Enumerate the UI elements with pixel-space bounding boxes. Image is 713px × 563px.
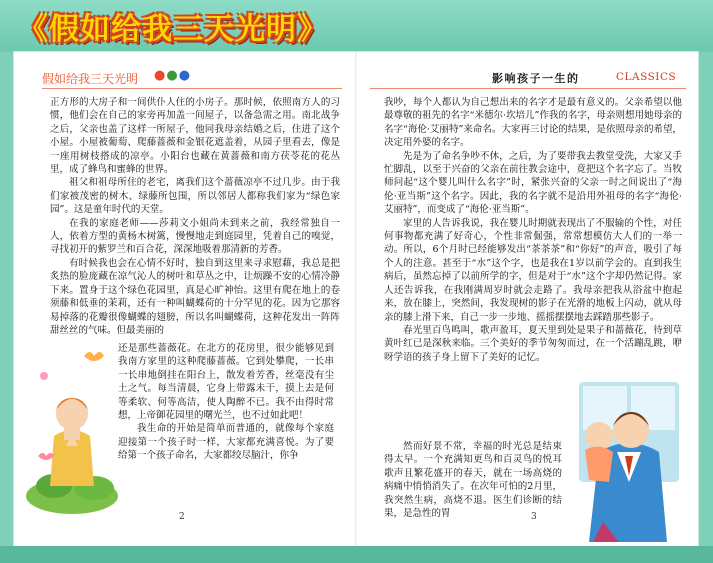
paragraph: 我吵，每个人都认为自己想出来的名字才是最有意义的。父亲希望以他最尊敬的祖先的名字“米德尔·坎培儿”作我的名字，母亲则想用她母亲的名字“海伦·艾丽特”来命名。大家再三讨论的结果，是依照母亲的希望，决定用外婆的名字。 [384,97,682,149]
right-page-header: 影响孩子一生的 [492,72,580,85]
paragraph: 有时候我也会在心情不好时，独自到这里来寻求慰藉，我总是把炙热的脸庞藏在凉气沁人的树叶和草丛之中，让烦躁不安的心情冷静下来。置身于这个绿色花园里，真是心旷神怡。这里有爬在地上的卷须藤和低垂的茉莉，还有一种叫蝴蝶荷的十分罕见的花。因为它那容易掉落的花瓣很像蝴蝶的翅膀，所以名叫蝴蝶荷，这种花发出一阵阵甜丝丝的气味。但最美丽的 [50,257,340,336]
girl-praying-illustration [24,336,120,516]
paragraph: 祖父和祖母所住的老宅，离我们这个蔷薇凉亭不过几步。由于我们家被茂密的树木、绿藤所包围，所以邻居人都称我们家为“绿色家园”。这是童年时代的天堂。 [50,177,340,216]
paragraph: 在我的家庭老师——莎莉文小姐尚未到来之前，我经常独自一人，依着方型的黄杨木树篱，慢慢地走到庭园里，凭着自己的嗅觉，寻找初开的紫罗兰和百合花，深深地吸着那清新的芳香。 [50,217,340,256]
paragraph: 然而好景不常，幸福的时光总是结束得太早。一个充满知更鸟和百灵鸟的悦耳歌声且繁花盛开的春天，就在一场高烧的病痛中悄悄消失了。在次年可怕的2月里，我突然生病，高烧不退。医生们诊断的结果，是急性的胃 [384,441,562,520]
left-page-body-lower [118,342,334,463]
paragraph: 正方形的大房子和一间供仆人住的小房子。那时候，依照南方人的习惯，他们会在自己的家旁再加盖一间屋子，以备急需之用。南北战争之后，父亲也盖了这样一所屋子，他同我母亲结婚之后，住进了这个小屋。小屋被葡萄、爬藤蔷薇和金银花遮盖着，从园子里看去，像是一座用树枝搭成的凉亭。小阳台也藏在黄蔷薇和南方茯苓花的花丛里，成了蜂鸟和蜜蜂的世界。 [50,97,340,176]
right-page-body [384,96,682,364]
book-gutter [355,52,357,546]
right-header-rule [370,88,686,89]
left-header-rule [42,88,342,89]
left-page-header: 假如给我三天光明 [42,72,139,86]
paragraph: 家里的人告诉我说，我在婴儿时期就表现出了不服输的个性，对任何事物都充满了好奇心，个性非常倔强，常常想模仿大人们的一举一动。所以，6个月时已经能够发出“茶茶茶”和“你好”的声音，吸引了每个人的注意。甚至于“水”这个字，也是我在1岁以前学会的。直到我生病后，虽然忘掉了以前所学的字，但是对于“水”这个字却仍然记得。家人还告诉我，在我刚满周岁时就会走路了。我母亲把我从浴盆中抱起来，放在膝上，突然间，我发现树的影子在光滑的地板上闪动，就从母亲的膝上滑下来，自己一步一步地、摇摇摆摆地去踩踏那些影子。 [384,217,682,323]
father-holding-baby-illustration [559,372,694,542]
right-page-body-lower [384,440,562,520]
paragraph: 还是那些蔷薇花。在北方的花房里，很少能够见到我南方家里的这种爬藤蔷薇。它到处攀爬，一长串一长串地倒挂在阳台上，散发着芳香，丝毫没有尘土之气。每当清晨，它身上带露未干，摸上去是何等柔软、何等高洁，使人陶醉不已。我不由得时常想，上帝御花园里的曙光兰，也不过如此吧！ [118,343,334,422]
left-page-body [50,96,340,337]
header-dots-icon: ●●● [154,68,192,83]
paragraph: 我生命的开始是简单而普通的，就像每个家庭迎接第一个孩子时一样，大家都充满喜悦。为了要给第一个孩子命名，大家都绞尽脑汁，你争 [118,423,334,462]
page-number-left: 2 [179,512,185,522]
page-number-right: 3 [531,512,537,522]
paragraph: 先是为了命名争吵不休，之后，为了要带我去教堂受洗，大家又手忙脚乱，以至于兴奋的父亲在前往教会途中，竟把这个名字忘了。当牧师问起“这个婴儿叫什么名字”时，紧张兴奋的父亲一时之间说出了“海伦·亚当斯”这个名字。因此，我的名字就不是沿用外祖母的名字“海伦·艾丽特”，而变成了“海伦·亚当斯”。 [384,150,682,216]
top-banner [0,0,713,52]
paragraph: 春光里百鸟鸣叫，歌声盈耳，夏天里到处是果子和蔷薇花，待到草黄叶红已是深秋来临。三个美好的季节匆匆而过，在一个活蹦乱跳，咿呀学语的孩子身上留下了美好的记忆。 [384,324,682,363]
book-series-title: 《假如给我三天光明》 [18,12,328,47]
bottom-strip [0,546,713,563]
book-spread [14,52,698,546]
classics-label: CLASSICS [616,71,677,83]
